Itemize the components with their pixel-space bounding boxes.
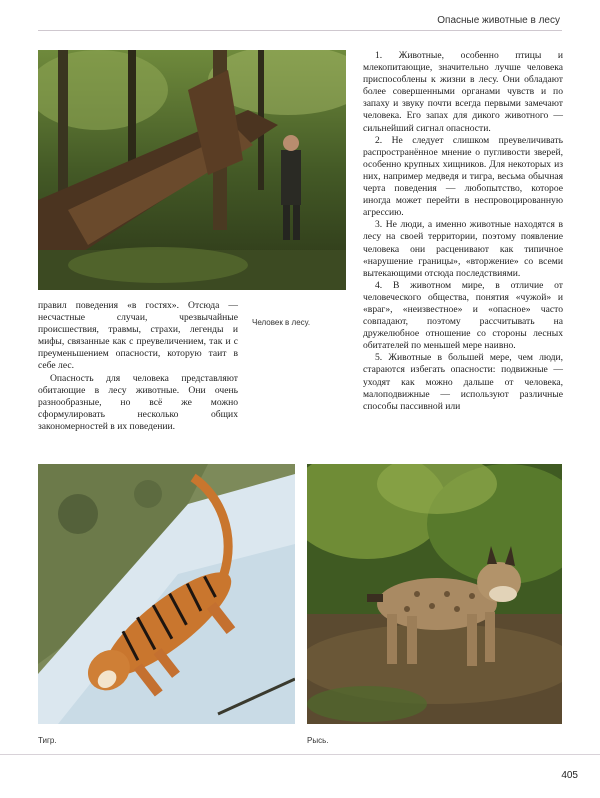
tiger-illustration bbox=[38, 464, 295, 724]
header-rule bbox=[38, 30, 562, 31]
left-paragraph-2: Опасность для человека представляют обитающие в лесу животные. Они очень разнообразные, но всё же можно сформулировать несколько общих закономерностей в их поведении. bbox=[38, 372, 238, 432]
caption-lynx: Рысь. bbox=[307, 736, 329, 745]
running-title: Опасные животные в лесу bbox=[433, 15, 560, 26]
caption-tiger: Тигр. bbox=[38, 736, 57, 745]
caption-man: Человек в лесу. bbox=[252, 318, 311, 327]
right-paragraph-2: 2. Не следует слишком преувеличивать распространённое мнение о пугливости зверей, особенно крупных хищников. Для некоторых из них, например медведя и тигра, весьма обычная черта поведения — любопытство, которое иногда может перейти в неспровоцированную агрессию. bbox=[363, 134, 563, 219]
left-text-column bbox=[38, 300, 238, 433]
right-paragraph-4: 4. В животном мире, в отличие от человеческого общества, понятия «чужой» и «враг», «неизвестное» и «опасное» часто совпадают, поэтому рассчитывать на дружелюбное отношение со стороны лесных обитателей по меньшей мере наивно. bbox=[363, 279, 563, 352]
left-paragraph-1: правил поведения «в гостях». Отсюда — несчастные случаи, чрезвычайные происшествия, травмы, страхи, легенды и мифы, связанные как с преувеличением, так и с преуменьшением опасности, которую таит в себе лес. bbox=[38, 300, 238, 372]
lynx-illustration bbox=[307, 464, 562, 724]
man-in-forest-illustration bbox=[38, 50, 346, 290]
photo-lynx bbox=[307, 464, 562, 724]
photo-man-in-forest bbox=[38, 50, 346, 290]
right-paragraph-5: 5. Животные в большей мере, чем люди, стараются избегать опасности: подвижные — уходят как можно дальше от человека, малоподвижные — используют различные способы пассивной или bbox=[363, 352, 563, 412]
right-text-column bbox=[363, 50, 563, 413]
right-paragraph-3: 3. Не люди, а именно животные находятся в лесу на своей территории, поэтому появление человека они расценивают как типичное «нарушение границы», «вторжение» со всеми вытекающими отсюда последствиями. bbox=[363, 219, 563, 279]
photo-tiger bbox=[38, 464, 295, 724]
right-paragraph-1: 1. Животные, особенно птицы и млекопитающие, значительно лучше человека приспособлены к жизни в лесу. Они обладают более совершенными органами чувств и по запаху и звуку почти всегда первыми замечают человека. Его запах для дикого животного — сильнейший сигнал опасности. bbox=[363, 50, 563, 134]
footer-rule bbox=[0, 754, 600, 755]
page-number: 405 bbox=[561, 770, 578, 781]
